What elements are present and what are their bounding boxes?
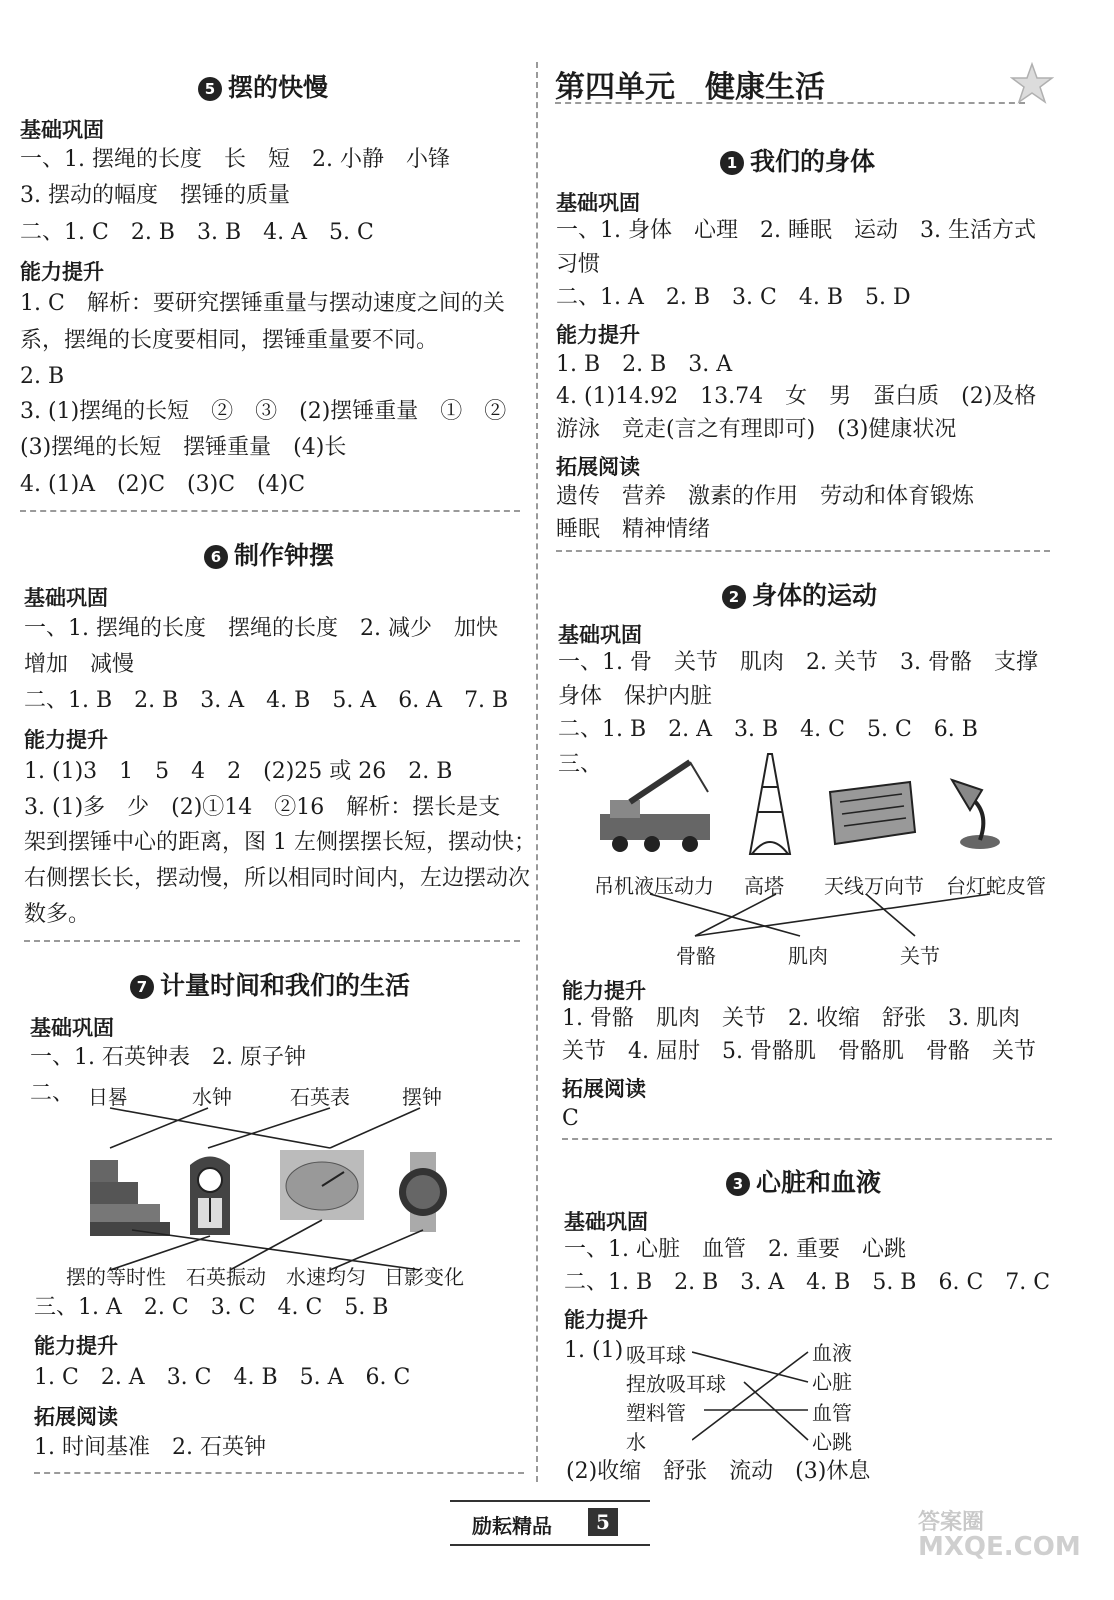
- match-bottom-label: 石英振动: [186, 1265, 266, 1289]
- section-1-title: 1 我们的身体: [720, 142, 875, 178]
- section-divider: [24, 940, 520, 942]
- answer-line: (3)摆绳的长短 摆锤重量 (4)长: [20, 435, 347, 460]
- heading-basic: 基础巩固: [20, 118, 104, 142]
- answer-line: 遗传 营养 激素的作用 劳动和体育锻炼: [556, 484, 975, 509]
- match-left-label: 吸耳球: [626, 1343, 686, 1367]
- answer-line: 1. (1)3 1 5 4 2 (2)25 或 26 2. B: [24, 759, 453, 784]
- answer-line: C: [562, 1106, 579, 1131]
- answer-line: 一、1. 摆绳的长度 摆绳的长度 2. 减少 加快: [24, 616, 498, 641]
- antenna-router-icon: [830, 782, 915, 844]
- section-3-title: 3 心脏和血液: [726, 1163, 881, 1199]
- watermark-url: MXQE.COM: [918, 1532, 1081, 1562]
- answer-line: 4. (1)14.92 13.74 女 男 蛋白质 (2)及格: [556, 384, 1037, 409]
- match-right-label: 心跳: [812, 1430, 852, 1454]
- answer-line: (2)收缩 舒张 流动 (3)休息: [566, 1459, 871, 1484]
- answer-line: 一、1. 心脏 血管 2. 重要 心跳: [564, 1237, 906, 1262]
- star-icon: [1010, 62, 1054, 104]
- body-movement-figure: [590, 752, 1060, 862]
- section-divider: [562, 1138, 1052, 1140]
- answer-line: 一、1. 摆绳的长度 长 短 2. 小静 小锋: [20, 147, 450, 172]
- heading-basic: 基础巩固: [24, 586, 108, 610]
- heart-match-lines: [692, 1340, 812, 1450]
- answer-line: 1. 骨骼 肌肉 关节 2. 收缩 舒张 3. 肌肉: [562, 1006, 1020, 1031]
- answer-line: 2. B: [20, 364, 65, 389]
- match-bottom-label: 日影变化: [384, 1265, 464, 1289]
- sundial-icon: [280, 1150, 364, 1220]
- heading-ability: 能力提升: [562, 979, 646, 1003]
- answer-line: 二、1. C 2. B 3. B 4. A 5. C: [20, 220, 374, 245]
- match-bottom-label: 水速均匀: [286, 1265, 366, 1289]
- match-top-label: 摆钟: [402, 1085, 442, 1109]
- section-number-badge: 6: [204, 545, 228, 569]
- answer-line: 数多。: [24, 902, 91, 927]
- section-5-title: 5 摆的快慢: [198, 68, 328, 104]
- answer-line: 睡眠 精神情绪: [556, 517, 711, 542]
- answer-line: 1. (1): [564, 1338, 624, 1363]
- answer-line: 二、1. A 2. B 3. C 4. B 5. D: [556, 285, 911, 310]
- water-clock-icon: [90, 1160, 170, 1236]
- heading-basic: 基础巩固: [558, 623, 642, 647]
- match-left-label: 捏放吸耳球: [626, 1372, 726, 1396]
- heading-basic: 基础巩固: [564, 1210, 648, 1234]
- answer-line: 关节 4. 屈肘 5. 骨骼肌 骨骼肌 骨骼 关节: [562, 1039, 1036, 1064]
- watermark-text: 答案圈: [918, 1510, 985, 1535]
- unit-title: 第四单元 健康生活: [555, 70, 825, 105]
- answer-line: 3. (1)摆绳的长短 ② ③ (2)摆锤重量 ① ②: [20, 399, 507, 424]
- answer-line: 4. (1)A (2)C (3)C (4)C: [20, 472, 306, 497]
- quartz-watch-icon: [399, 1152, 447, 1232]
- section-number-badge: 2: [722, 585, 746, 609]
- match-bottom-label: 摆的等时性: [66, 1265, 166, 1289]
- answer-line: 游泳 竞走(言之有理即可) (3)健康状况: [556, 417, 957, 442]
- heading-extended-reading: 拓展阅读: [556, 455, 640, 479]
- match-top-label: 吊机液压动力: [594, 874, 714, 898]
- clocks-matching-figure: [40, 1100, 520, 1280]
- heading-ability: 能力提升: [24, 728, 108, 752]
- match-left-label: 塑料管: [626, 1401, 686, 1425]
- unit-title-underline: [555, 102, 1025, 104]
- answer-line: 三、1. A 2. C 3. C 4. C 5. B: [34, 1295, 389, 1320]
- match-top-label: 日晷: [88, 1085, 128, 1109]
- page-number: 5: [588, 1508, 618, 1536]
- answer-line: 二、1. B 2. B 3. A 4. B 5. A 6. A 7. B: [24, 688, 509, 713]
- answer-line: 3. (1)多 少 (2)①14 ②16 解析：摆长是支: [24, 795, 501, 820]
- match-top-label: 水钟: [192, 1085, 232, 1109]
- desk-lamp-icon: [952, 780, 1000, 849]
- match-bottom-label: 骨骼: [676, 944, 716, 968]
- section-divider: [20, 510, 520, 512]
- pendulum-clock-icon: [190, 1157, 230, 1236]
- match-right-label: 血管: [812, 1401, 852, 1425]
- answer-line: 1. C 解析：要研究摆锤重量与摆动速度之间的关: [20, 291, 505, 316]
- section-6-title: 6 制作钟摆: [204, 536, 334, 572]
- answer-line: 一、1. 身体 心理 2. 睡眠 运动 3. 生活方式: [556, 218, 1036, 243]
- answer-line: 二、1. B 2. B 3. A 4. B 5. B 6. C 7. C: [564, 1270, 1051, 1295]
- heading-ability: 能力提升: [34, 1334, 118, 1358]
- heading-basic: 基础巩固: [30, 1016, 114, 1040]
- section-number-badge: 5: [198, 77, 222, 101]
- match-top-label: 石英表: [290, 1085, 350, 1109]
- match-right-label: 心脏: [812, 1370, 852, 1394]
- heading-ability: 能力提升: [20, 260, 104, 284]
- answer-line: 身体 保护内脏: [558, 684, 713, 709]
- answer-line: 1. 时间基准 2. 石英钟: [34, 1435, 266, 1460]
- section-divider: [556, 550, 1050, 552]
- page-footer: [450, 1500, 650, 1546]
- match-top-label: 台灯蛇皮管: [946, 874, 1046, 898]
- crane-truck-icon: [600, 762, 710, 852]
- section-2-title: 2 身体的运动: [722, 576, 877, 612]
- brand-name: 励耘精品: [472, 1514, 552, 1538]
- answer-line: 1. B 2. B 3. A: [556, 352, 733, 377]
- section-divider: [34, 1472, 524, 1474]
- answer-line: 3. 摆动的幅度 摆锤的质量: [20, 183, 290, 208]
- section-number-badge: 3: [726, 1172, 750, 1196]
- answer-line: 习惯: [556, 252, 601, 277]
- answer-line: 二、: [30, 1081, 75, 1106]
- match-left-label: 水: [626, 1430, 646, 1454]
- heading-extended-reading: 拓展阅读: [562, 1077, 646, 1101]
- section-number-badge: 7: [130, 975, 154, 999]
- answer-line: 增加 减慢: [24, 652, 135, 677]
- answer-line: 1. C 2. A 3. C 4. B 5. A 6. C: [34, 1365, 411, 1390]
- answer-line: 一、1. 骨 关节 肌肉 2. 关节 3. 骨骼 支撑: [558, 650, 1038, 675]
- match-top-label: 天线万向节: [824, 874, 924, 898]
- heading-ability: 能力提升: [564, 1308, 648, 1332]
- answer-line: 三、: [558, 752, 603, 777]
- match-top-label: 高塔: [744, 874, 784, 898]
- body-movement-match-lines: [590, 892, 1060, 942]
- answer-line: 二、1. B 2. A 3. B 4. C 5. C 6. B: [558, 717, 978, 742]
- answer-line: 架到摆锤中心的距离，图 1 左侧摆摆长短，摆动快；: [24, 830, 536, 855]
- answer-line: 系，摆绳的长度要相同，摆锤重量要不同。: [20, 328, 439, 353]
- match-right-label: 血液: [812, 1341, 852, 1365]
- eiffel-tower-icon: [750, 754, 790, 854]
- match-bottom-label: 关节: [900, 944, 940, 968]
- answer-line: 右侧摆长长，摆动慢，所以相同时间内，左边摆动次: [24, 866, 531, 891]
- heading-ability: 能力提升: [556, 323, 640, 347]
- match-bottom-label: 肌肉: [788, 944, 828, 968]
- heading-extended-reading: 拓展阅读: [34, 1405, 118, 1429]
- section-number-badge: 1: [720, 151, 744, 175]
- section-7-title: 7 计量时间和我们的生活: [130, 966, 410, 1002]
- answer-line: 一、1. 石英钟表 2. 原子钟: [30, 1045, 306, 1070]
- heading-basic: 基础巩固: [556, 191, 640, 215]
- column-separator: [536, 62, 538, 1482]
